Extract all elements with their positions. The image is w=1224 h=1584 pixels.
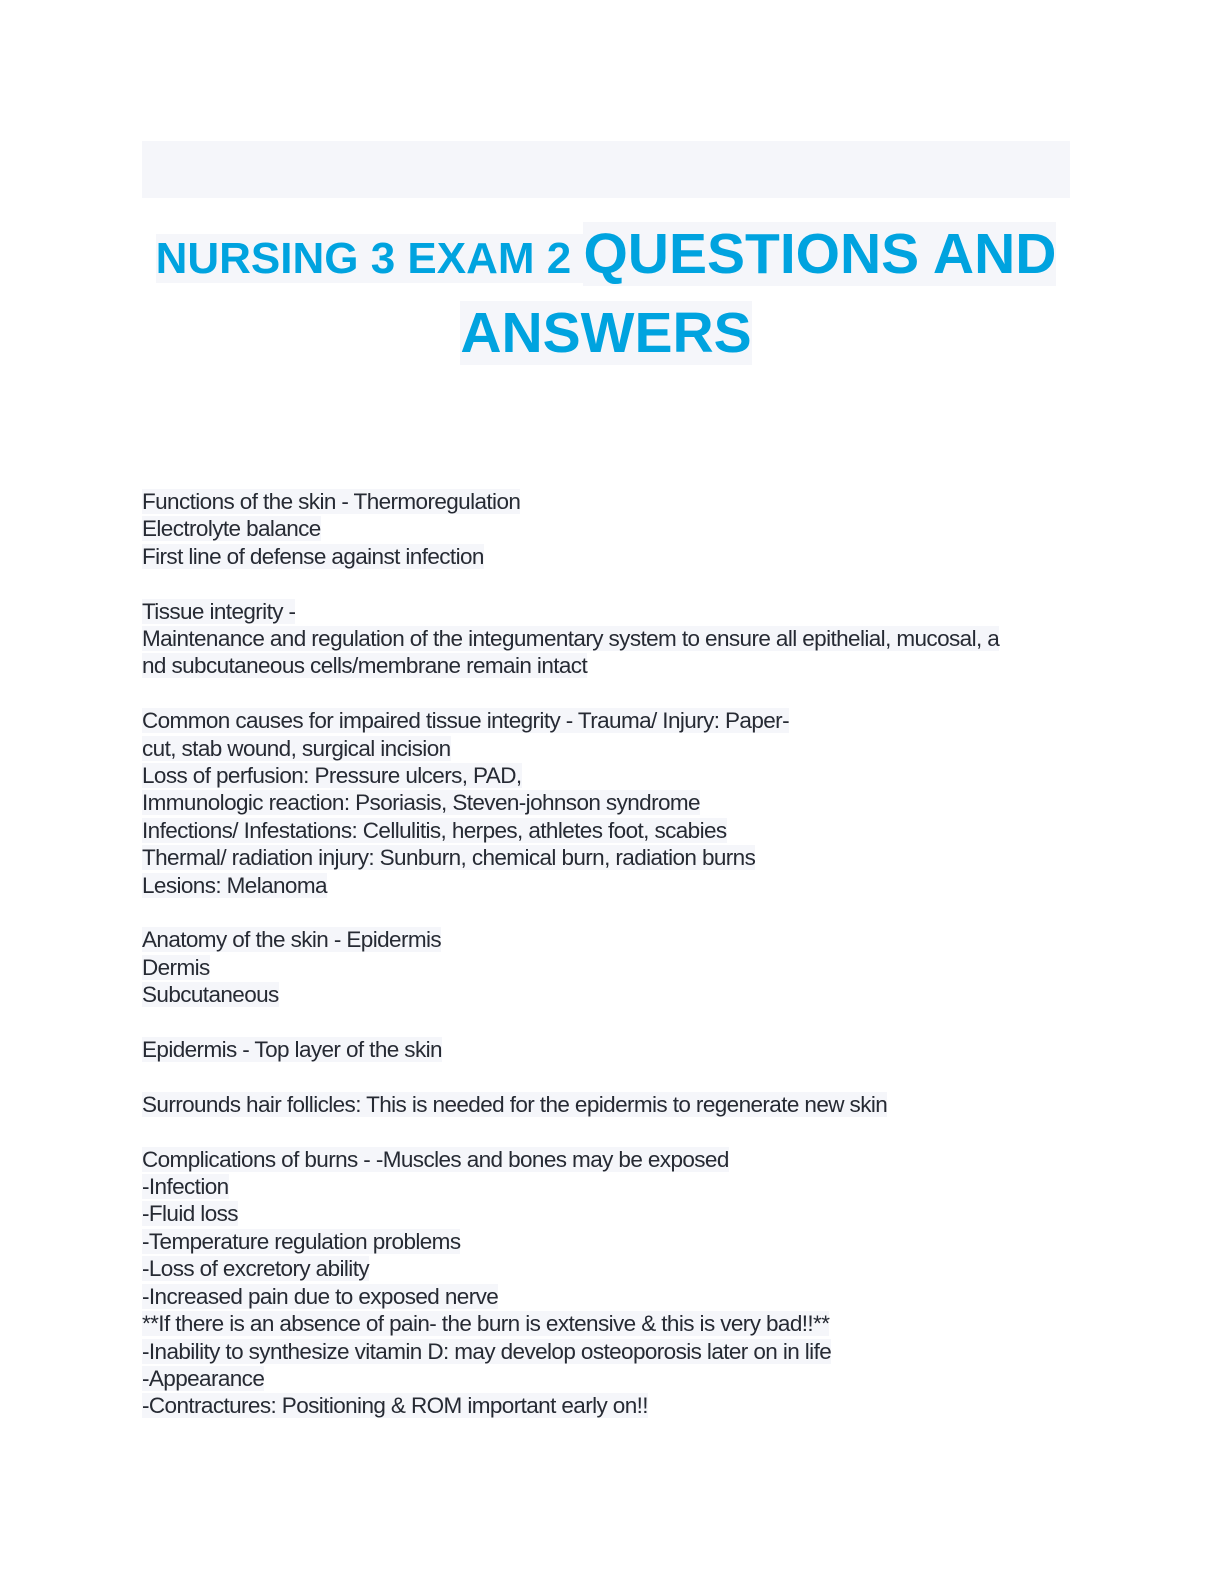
- text-line-content: Subcutaneous: [142, 982, 279, 1008]
- text-line-content: nd subcutaneous cells/membrane remain intact: [142, 653, 588, 679]
- title-part-3: ANSWERS: [460, 301, 752, 365]
- text-line-content: Common causes for impaired tissue integrity - Trauma/ Injury: Paper-: [142, 708, 789, 734]
- text-line-content: -Contractures: Positioning & ROM important early on!!: [142, 1393, 648, 1419]
- text-line: [142, 1091, 1072, 1118]
- text-line: [142, 789, 1072, 816]
- text-line-content: Complications of burns - -Muscles and bones may be exposed: [142, 1146, 729, 1172]
- text-line: [142, 598, 1072, 625]
- paragraph-gap: [142, 899, 1072, 926]
- paragraph-gap: [142, 1118, 1072, 1145]
- text-line-content: cut, stab wound, surgical incision: [142, 735, 451, 761]
- text-line-content: -Increased pain due to exposed nerve: [142, 1283, 499, 1309]
- text-line: [142, 625, 1072, 652]
- text-line: [142, 1310, 1072, 1337]
- text-line-content: Loss of perfusion: Pressure ulcers, PAD,: [142, 763, 522, 789]
- text-line-content: -Infection: [142, 1174, 229, 1200]
- document-body: [142, 488, 1072, 1420]
- text-line: [142, 1365, 1072, 1392]
- text-line-content: -Fluid loss: [142, 1201, 238, 1227]
- text-line: [142, 981, 1072, 1008]
- text-line-content: Epidermis - Top layer of the skin: [142, 1037, 442, 1063]
- text-line-content: Functions of the skin - Thermoregulation: [142, 489, 521, 514]
- text-line: [142, 954, 1072, 981]
- text-line: [142, 872, 1072, 899]
- text-line-content: Maintenance and regulation of the integumentary system to ensure all epithelial, mucosal, a: [142, 626, 1000, 652]
- text-line-content: -Temperature regulation problems: [142, 1228, 461, 1254]
- text-line-content: Surrounds hair follicles: This is needed for the epidermis to regenerate new skin: [142, 1091, 888, 1117]
- text-line: [142, 707, 1072, 734]
- paragraph-gap: [142, 570, 1072, 597]
- text-line: [142, 543, 1072, 570]
- text-line-content: -Inability to synthesize vitamin D: may develop osteoporosis later on in life: [142, 1338, 832, 1364]
- text-line-content: -Appearance: [142, 1365, 265, 1391]
- text-line-content: Immunologic reaction: Psoriasis, Steven-johnson syndrome: [142, 790, 700, 816]
- header-band: [142, 141, 1070, 198]
- title-part-2: QUESTIONS AND: [583, 222, 1057, 286]
- text-line: [142, 1146, 1072, 1173]
- paragraph-gap: [142, 1063, 1072, 1090]
- paragraph-gap: [142, 680, 1072, 707]
- document-title: [142, 222, 1070, 380]
- text-line: [142, 1283, 1072, 1310]
- text-line: [142, 1200, 1072, 1227]
- text-line: [142, 652, 1072, 679]
- text-line: [142, 735, 1072, 762]
- text-line-content: Dermis: [142, 954, 210, 980]
- title-part-1: NURSING 3 EXAM 2: [155, 234, 584, 283]
- text-line-content: Electrolyte balance: [142, 516, 321, 542]
- text-line: [142, 1173, 1072, 1200]
- text-line: [142, 762, 1072, 789]
- text-line-content: **If there is an absence of pain- the burn is extensive & this is very bad!!**: [142, 1311, 830, 1337]
- text-line: [142, 515, 1072, 542]
- text-line: [142, 817, 1072, 844]
- text-line-content: Thermal/ radiation injury: Sunburn, chemical burn, radiation burns: [142, 845, 756, 871]
- text-line-content: -Loss of excretory ability: [142, 1256, 369, 1282]
- text-line-content: Anatomy of the skin - Epidermis: [142, 927, 442, 953]
- text-line: [142, 1255, 1072, 1282]
- text-line: [142, 1228, 1072, 1255]
- text-line: [142, 844, 1072, 871]
- text-line-content: Lesions: Melanoma: [142, 872, 327, 898]
- text-line-content: Infections/ Infestations: Cellulitis, herpes, athletes foot, scabies: [142, 817, 727, 843]
- text-line: [142, 1338, 1072, 1365]
- text-line: [142, 1392, 1072, 1419]
- text-line-content: First line of defense against infection: [142, 543, 484, 569]
- text-line-content: Tissue integrity -: [142, 598, 296, 624]
- text-line: [142, 1036, 1072, 1063]
- text-line: [142, 488, 1072, 515]
- text-line: [142, 926, 1072, 953]
- paragraph-gap: [142, 1009, 1072, 1036]
